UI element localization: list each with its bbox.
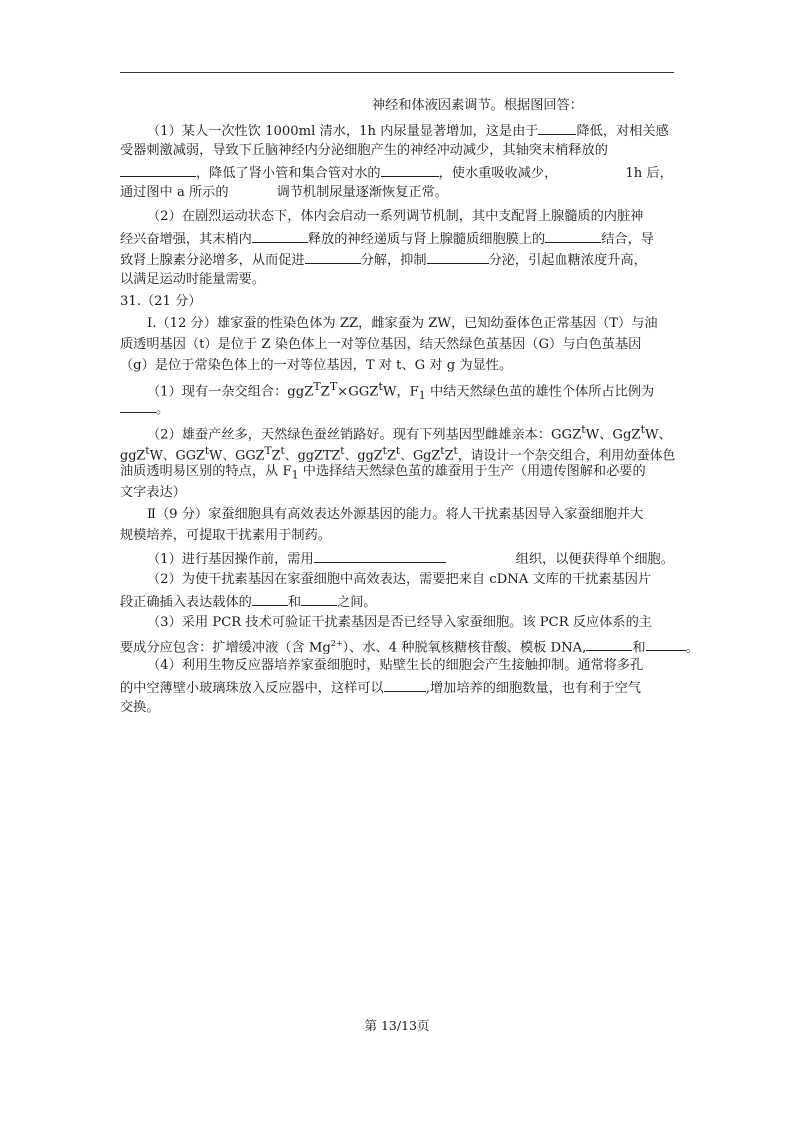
q30-2-line4: 以满足运动时能量需要。 <box>120 272 266 287</box>
page-number: 第 13/13页 <box>364 1018 430 1033</box>
part1-q2-line2: ggZ$^t$W、GGZ$^t$W、$GGZ^TZ^t$、ggZTZ$^t$、$ggZ^tZ^t$、$GgZ^tZ^t$，请设计一个杂交组合，利用幼蚕体色 <box>120 444 676 464</box>
answer-blank[interactable] <box>252 228 308 243</box>
q30-1-line2: 受器刺激减弱，导致下丘脑神经内分泌细胞产生的神经冲动减少，其轴突末梢释放的 <box>120 143 608 158</box>
answer-blank[interactable] <box>646 636 686 651</box>
part2-q3-line1: （3）采用 PCR 技术可验证干扰素基因是否已经导入家蚕细胞。该 PCR 反应体系的主 <box>147 615 652 630</box>
part1-q2-line3: 油质透明易区别的特点，从 $F_1$ 中选择结天然绿色茧的雄蚕用于生产（用遗传图解和必要的 <box>120 464 646 482</box>
part1-q2-line4: 文字表达） <box>120 485 186 500</box>
answer-blank[interactable] <box>120 398 156 413</box>
q30-1-line1: （1）某人一次性饮 1000ml 清水，1h 内尿量显著增加，这是由于 降低，对相关感 <box>147 120 674 142</box>
part2-q2-line2: 段正确插入表达载体的 和 之间。 <box>120 591 674 613</box>
part1-line3: （g）是位于常染色体上的一对等位基因，T 对 t、G 对 g 为显性。 <box>120 358 513 373</box>
answer-blank[interactable] <box>586 636 632 651</box>
answer-blank[interactable] <box>305 249 361 264</box>
answer-blank[interactable] <box>252 591 288 606</box>
answer-blank[interactable] <box>120 162 196 177</box>
q30-1-line4: 通过图中 a 所示的 调节机制尿量逐渐恢复正常。 <box>120 185 448 200</box>
q30-2-line1: （2）在剧烈运动状态下，体内会启动一系列调节机制，其中支配肾上腺髓质的内脏神 <box>147 209 644 224</box>
part1-q1-line2: 。 <box>120 398 674 420</box>
part1-line2: 质透明基因（t）是位于 Z 染色体上一对等位基因，结天然绿色茧基因（G）与白色茧基因 <box>120 337 642 352</box>
header-rule <box>120 72 674 73</box>
q30-2-line2: 经兴奋增强，其末梢内 释放的神经递质与肾上腺髓质细胞膜上的 结合，导 <box>120 228 674 250</box>
answer-blank[interactable] <box>427 249 489 264</box>
part2-q4-line2: 的中空薄壁小玻璃珠放入反应器中，这样可以 ,增加培养的细胞数量，也有利于空气 <box>120 677 674 699</box>
part2-q4-line1: （4）利用生物反应器培养家蚕细胞时，贴壁生长的细胞会产生接触抑制。通常将多孔 <box>147 658 644 673</box>
answer-blank[interactable] <box>545 228 601 243</box>
intro-tail: 神经和体液因素调节。根据图回答： <box>372 98 583 113</box>
q30-2-line3: 致肾上腺素分泌增多，从而促进 分解，抑制 分泌，引起血糖浓度升高， <box>120 249 674 271</box>
part2-line1: Ⅱ（9 分）家蚕细胞具有高效表达外源基因的能力。将人干扰素基因导入家蚕细胞并大 <box>147 507 644 522</box>
part1-q1-line1: （1）现有一杂交组合：$ggZ^TZ^T\times GGZ^tW$，$F_1$ 中结天然绿色茧的雄性个体所占比例为 <box>147 380 655 403</box>
answer-blank[interactable] <box>384 677 426 692</box>
answer-blank[interactable] <box>538 120 576 135</box>
q31-header: 31.（21 分） <box>120 294 202 309</box>
q30-1-line3: ，降低了肾小管和集合管对水的 ，使水重吸收减少， 1h 后， <box>120 162 674 184</box>
part1-line1: Ⅰ.（12 分）雄家蚕的性染色体为 ZZ，雌家蚕为 ZW，已知幼蚕体色正常基因（T）与油 <box>147 316 658 331</box>
answer-blank[interactable] <box>381 162 439 177</box>
part2-q1: （1）进行基因操作前，需用 组织，以便获得单个细胞。 <box>147 548 674 570</box>
answer-blank[interactable] <box>314 548 446 563</box>
part2-q4-line3: 交换。 <box>120 700 160 715</box>
part2-q3-line2: 要成分应包含：扩增缓冲液（含 $Mg^{2+}$）、水、4 种脱氧核糖核苷酸、模板 DNA, 和 。 <box>120 634 674 658</box>
part1-q2-line1: （2）雄蚕产丝多，天然绿色蚕丝销路好。现有下列基因型雌雄亲本：GGZ$^t$W、GgZ$^t$W、 <box>147 423 672 443</box>
part2-q2-line1: （2）为使干扰素基因在家蚕细胞中高效表达，需要把来自 cDNA 文库的干扰素基因片 <box>147 572 652 587</box>
answer-blank[interactable] <box>301 591 337 606</box>
part2-line2: 规模培养，可提取干扰素用于制药。 <box>120 528 331 543</box>
